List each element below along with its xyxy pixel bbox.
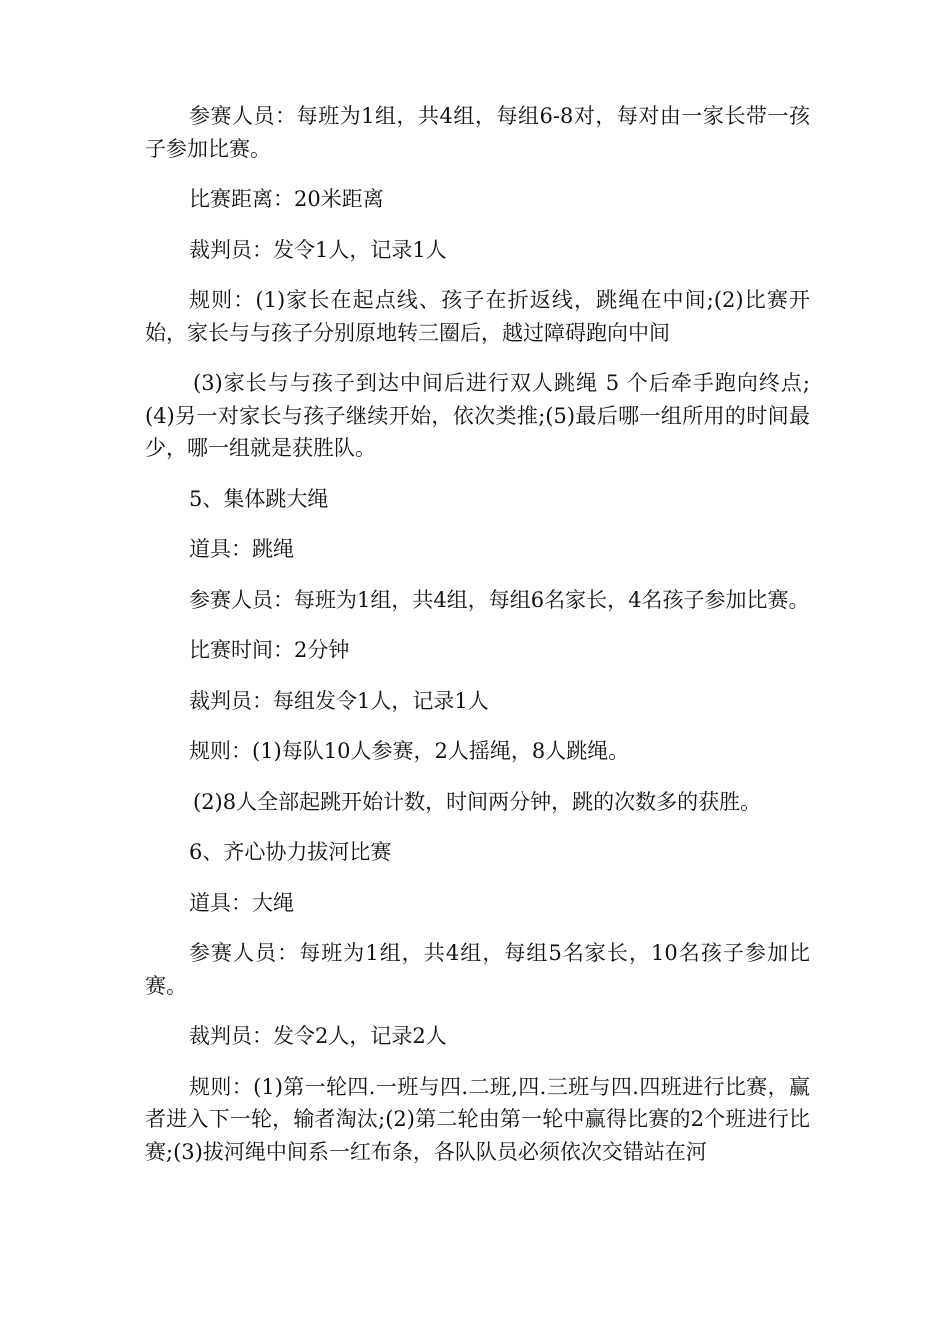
paragraph-props-1: 道具：跳绳 bbox=[189, 537, 294, 561]
paragraph-rules-1: 规则：(1)家长在起点线、孩子在折返线，跳绳在中间;(2)比赛开始，家长与与孩子分别原地转三圈后，越过障碍跑向中间 bbox=[145, 288, 810, 345]
document-page bbox=[145, 100, 810, 1186]
section-heading-5: 5、集体跳大绳 bbox=[189, 486, 329, 511]
paragraph-rules-2-continued: (2)8人全部起跳开始计数，时间两分钟，跳的次数多的获胜。 bbox=[193, 789, 762, 814]
section-heading-6: 6、齐心协力拔河比赛 bbox=[189, 840, 392, 864]
paragraph-referees-1: 裁判员：发令1人，记录1人 bbox=[189, 237, 447, 262]
paragraph-props-2: 道具：大绳 bbox=[189, 890, 294, 915]
paragraph-participants-3: 参赛人员：每班为1组，共4组，每组5名家长，10名孩子参加比赛。 bbox=[145, 941, 810, 998]
paragraph-referees-3: 裁判员：发令2人，记录2人 bbox=[189, 1024, 447, 1048]
paragraph-referees-2: 裁判员：每组发令1人，记录1人 bbox=[189, 688, 489, 713]
paragraph-distance: 比赛距离：20米距离 bbox=[189, 187, 384, 211]
paragraph-rules-1-continued: (3)家长与与孩子到达中间后进行双人跳绳 5 个后牵手跑向终点;(4)另一对家长与孩子继续开始，依次类推;(5)最后哪一组所用的时间最少，哪一组就是获胜队。 bbox=[145, 371, 810, 460]
paragraph-participants-1: 参赛人员：每班为1组，共4组，每组6-8对，每对由一家长带一孩子参加比赛。 bbox=[145, 104, 810, 161]
paragraph-rules-3: 规则：(1)第一轮四.一班与四.二班,四.三班与四.四班进行比赛，赢者进入下一轮，输者淘汰;(2)第二轮由第一轮中赢得比赛的2个班进行比赛;(3)拔河绳中间系一红布条，各队队员必须依次交错站在河 bbox=[145, 1074, 810, 1164]
paragraph-rules-2: 规则：(1)每队10人参赛，2人摇绳，8人跳绳。 bbox=[189, 739, 630, 763]
paragraph-time: 比赛时间：2分钟 bbox=[189, 638, 350, 662]
paragraph-participants-2: 参赛人员：每班为1组，共4组，每组6名家长，4名孩子参加比赛。 bbox=[189, 587, 810, 612]
